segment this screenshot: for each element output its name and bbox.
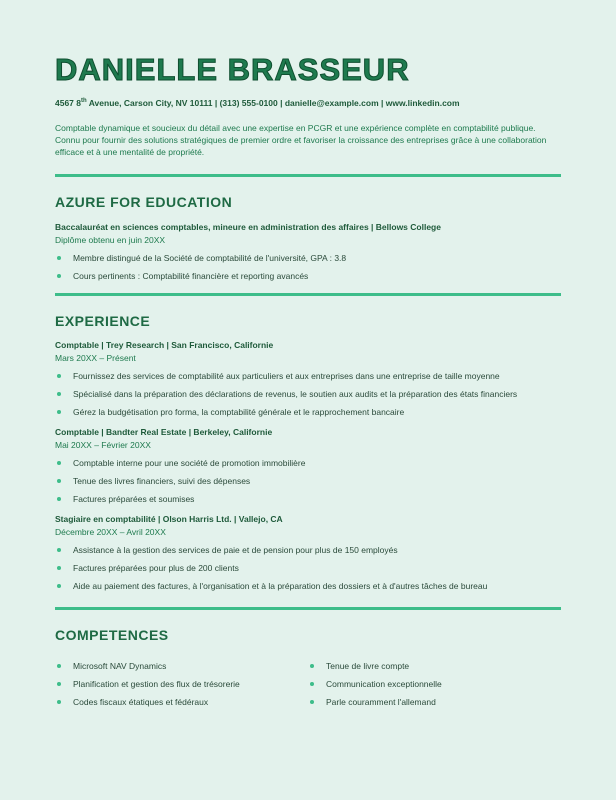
job-date: Mars 20XX – Présent — [55, 353, 136, 363]
list-item — [55, 403, 561, 421]
section-divider — [55, 174, 561, 177]
list-item-text: Factures préparées et soumises — [73, 494, 195, 504]
list-item-text: Gérez la budgétisation pro forma, la comptabilité générale et le rapprochement bancaire — [73, 407, 405, 417]
list-item — [308, 675, 561, 693]
list-item-text: Tenue des livres financiers, suivi des dépenses — [73, 476, 251, 486]
bullet-icon — [57, 256, 61, 260]
skills-heading: COMPETENCES — [55, 627, 169, 643]
list-item-text: Parle couramment l'allemand — [326, 697, 436, 707]
skills-left-column — [55, 657, 308, 711]
job-date: Mai 20XX – Février 20XX — [55, 440, 151, 450]
bullet-icon — [57, 392, 61, 396]
list-item-text: Microsoft NAV Dynamics — [73, 661, 167, 671]
job-date: Décembre 20XX – Avril 20XX — [55, 527, 166, 537]
bullet-icon — [57, 461, 61, 465]
education-list — [55, 249, 561, 285]
list-item-text: Fournissez des services de comptabilité aux particuliers et aux entreprises dans une entreprise de taille moyenne — [73, 371, 500, 381]
experience-section — [55, 313, 561, 595]
contact-line — [55, 98, 561, 108]
experience-heading: EXPERIENCE — [55, 313, 151, 329]
list-item-text: Spécialisé dans la préparation des déclarations de revenus, le soutien aux audits et la préparation des états financiers — [73, 389, 518, 399]
list-item — [308, 693, 561, 711]
list-item — [55, 657, 308, 675]
bullet-icon — [57, 682, 61, 686]
list-item — [55, 367, 561, 385]
education-section — [55, 194, 561, 285]
list-item — [55, 675, 308, 693]
list-item — [55, 472, 561, 490]
skills-grid — [55, 653, 561, 711]
bullet-icon — [57, 700, 61, 704]
bullet-icon — [57, 479, 61, 483]
list-item-text: Tenue de livre compte — [326, 661, 410, 671]
degree-title: Baccalauréat en sciences comptables, mineure en administration des affaires | Bellows College — [55, 222, 441, 232]
address-start: 4567 8 — [55, 98, 81, 108]
list-item-text: Aide au paiement des factures, à l'organisation et à la préparation des dossiers et à d'autres tâches de bureau — [73, 581, 488, 591]
list-item-text: Planification et gestion des flux de trésorerie — [73, 679, 240, 689]
education-heading: AZURE FOR EDUCATION — [55, 194, 233, 210]
section-divider — [55, 607, 561, 610]
list-item-text: Membre distingué de la Société de comptabilité de l'université, GPA : 3.8 — [73, 253, 347, 263]
skills-section — [55, 627, 561, 711]
bullet-icon — [310, 664, 314, 668]
contact-details: Avenue, Carson City, NV 10111 | (313) 555-0100 | danielle@example.com | www.linkedin.com — [86, 98, 460, 108]
skills-right-column — [308, 657, 561, 711]
list-item — [55, 490, 561, 508]
bullet-icon — [57, 410, 61, 414]
bullet-icon — [57, 664, 61, 668]
list-item — [55, 541, 561, 559]
list-item-text: Communication exceptionnelle — [326, 679, 442, 689]
list-item — [55, 249, 561, 267]
list-item — [55, 267, 561, 285]
bullet-icon — [57, 374, 61, 378]
bullet-icon — [57, 566, 61, 570]
job-duties — [55, 454, 561, 508]
list-item — [55, 454, 561, 472]
list-item-text: Cours pertinents : Comptabilité financière et reporting avancés — [73, 271, 309, 281]
bullet-icon — [57, 274, 61, 278]
list-item — [55, 693, 308, 711]
job-duties — [55, 367, 561, 421]
job-title: Stagiaire en comptabilité | Olson Harris Ltd. | Vallejo, CA — [55, 514, 283, 524]
list-item — [55, 559, 561, 577]
list-item — [308, 657, 561, 675]
list-item-text: Comptable interne pour une société de promotion immobilière — [73, 458, 306, 468]
address-superscript: th — [81, 98, 87, 105]
list-item-text: Factures préparées pour plus de 200 clients — [73, 563, 239, 573]
list-item — [55, 577, 561, 595]
list-item-text: Codes fiscaux étatiques et fédéraux — [73, 697, 209, 707]
job-duties — [55, 541, 561, 595]
job-title: Comptable | Trey Research | San Francisco, Californie — [55, 340, 274, 350]
section-divider — [55, 293, 561, 296]
bullet-icon — [57, 497, 61, 501]
bullet-icon — [310, 682, 314, 686]
bullet-icon — [57, 584, 61, 588]
list-item — [55, 385, 561, 403]
bullet-icon — [57, 548, 61, 552]
bullet-icon — [310, 700, 314, 704]
professional-summary: Comptable dynamique et soucieux du détail avec une expertise en PCGR et une expérience complète en comptabilité publique. Connu pour fournir des solutions stratégiques de premier ordre et favoriser la croissance des entreprises grâce à une collaboration efficace et à une mentalité de propriété. — [55, 123, 547, 157]
candidate-name: DANIELLE BRASSEUR — [55, 52, 410, 87]
job-title: Comptable | Bandter Real Estate | Berkeley, Californie — [55, 427, 273, 437]
list-item-text: Assistance à la gestion des services de paie et de pension pour plus de 150 employés — [73, 545, 398, 555]
degree-date: Diplôme obtenu en juin 20XX — [55, 235, 166, 245]
